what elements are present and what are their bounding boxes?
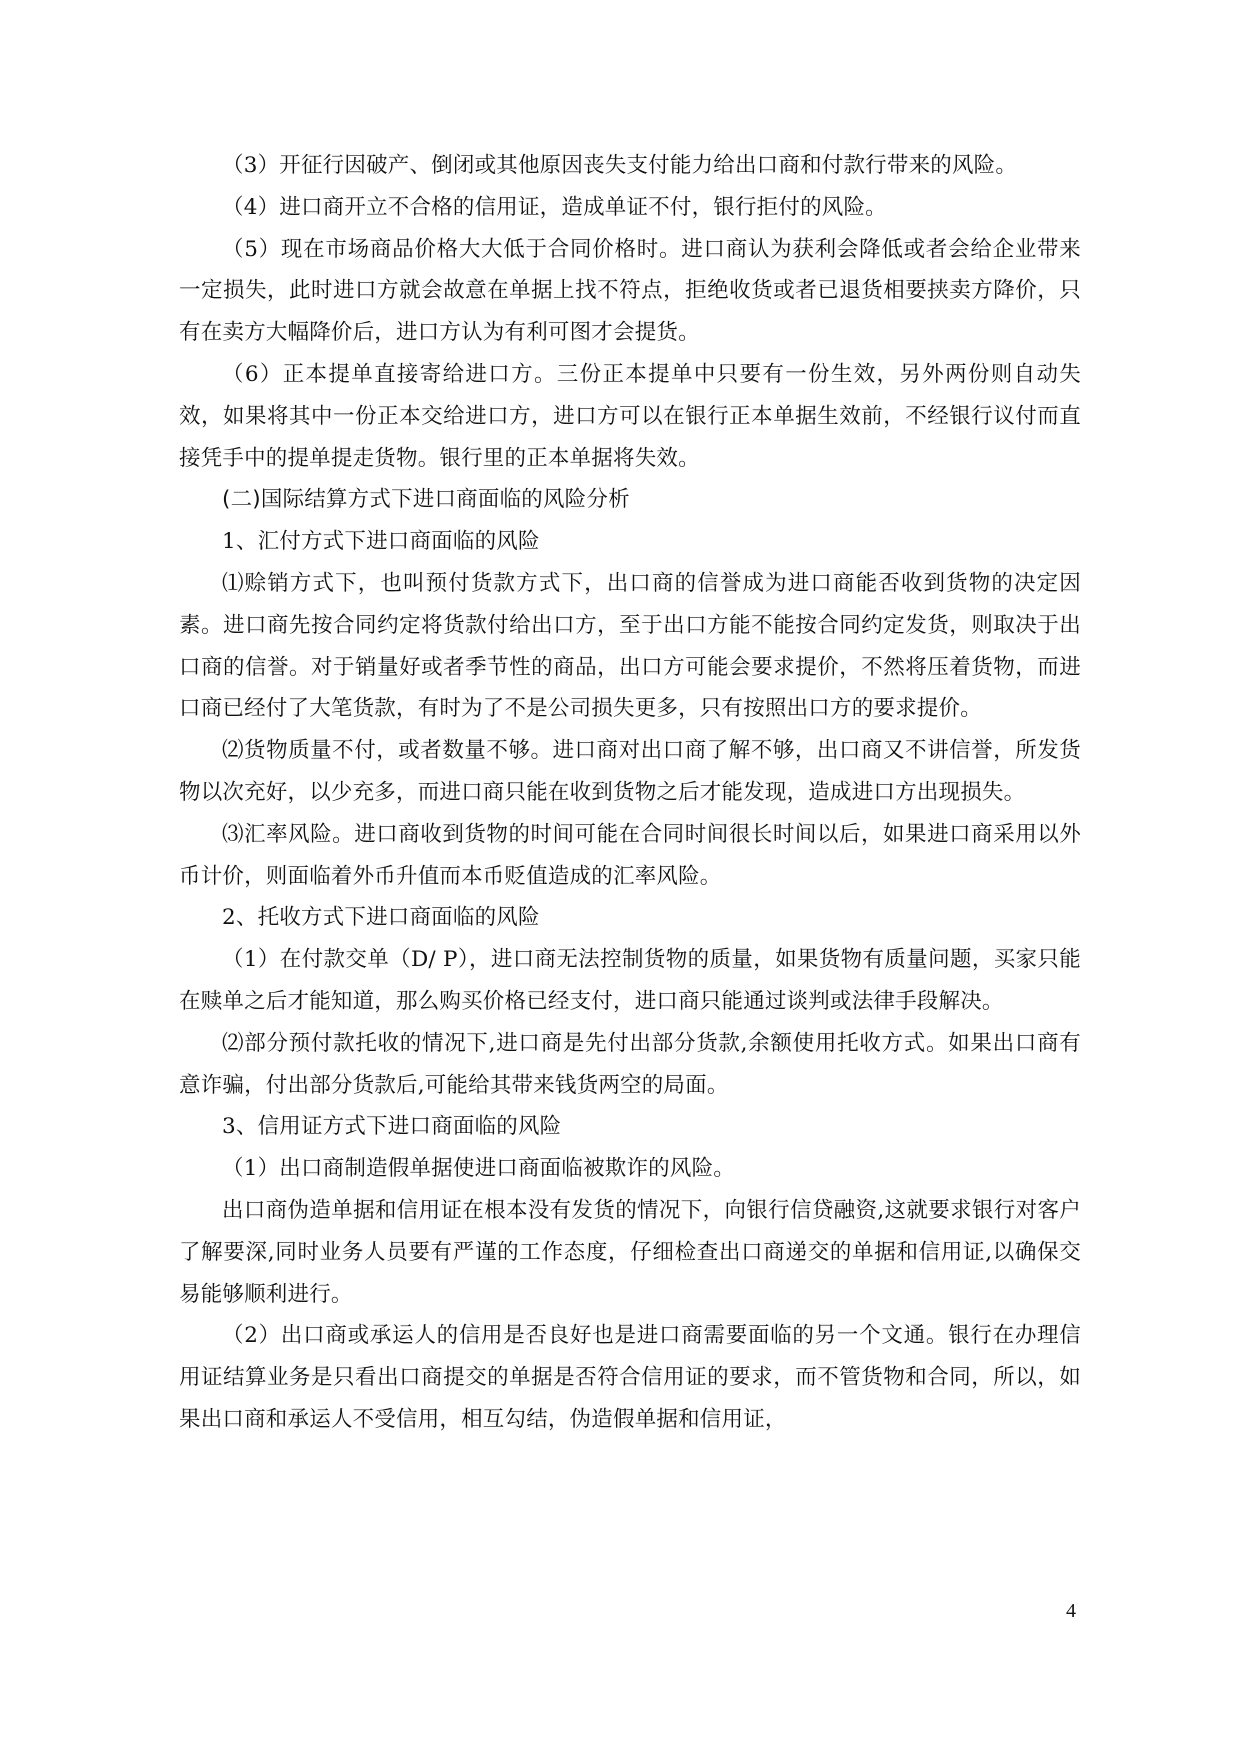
paragraph-loc-1b: 出口商伪造单据和信用证在根本没有发货的情况下，向银行信贷融资,这就要求银行对客户了解要深,同时业务人员要有严谨的工作态度，仔细检查出口商递交的单据和信用证,以确保交易能够顺利进行。 [179, 1197, 1081, 1307]
paragraph-remittance-1: ⑴赊销方式下，也叫预付货款方式下，出口商的信誉成为进口商能否收到货物的决定因素。进口商先按合同约定将货款付给出口方，至于出口方能不能按合同约定发货，则取决于出口商的信誉。对于销量好或者季节性的商品，出口方可能会要求提价，不然将压着货物，而进口商已经付了大笔货款，有时为了不是公司损失更多，只有按照出口方的要求提价。 [179, 570, 1081, 722]
paragraph-remittance-3: ⑶汇率风险。进口商收到货物的时间可能在合同时间很长时间以后，如果进口商采用以外币计价，则面临着外币升值而本币贬值造成的汇率风险。 [179, 821, 1081, 889]
paragraph-collection-1: （1）在付款交单（D/ P），进口商无法控制货物的质量，如果货物有质量问题，买家只能在赎单之后才能知道，那么购买价格已经支付，进口商只能通过谈判或法律手段解决。 [179, 947, 1081, 1014]
page-number: 4 [1066, 1600, 1076, 1622]
paragraph-4: （4）进口商开立不合格的信用证，造成单证不付，银行拒付的风险。 [222, 194, 887, 220]
paragraph-loc-2: （2）出口商或承运人的信用是否良好也是进口商需要面临的另一个文通。银行在办理信用证结算业务是只看出口商提交的单据是否符合信用证的要求，而不管货物和合同，所以，如果出口商和承运人不受信用，相互勾结，伪造假单据和信用证， [179, 1323, 1081, 1432]
page-body [179, 145, 1081, 1441]
subheading-remittance: 1、汇付方式下进口商面临的风险 [222, 529, 540, 555]
paragraph-3: （3）开征行因破产、倒闭或其他原因丧失支付能力给出口商和付款行带来的风险。 [222, 153, 1018, 178]
subheading-collection: 2、托收方式下进口商面临的风险 [222, 905, 540, 931]
subheading-letter-of-credit: 3、信用证方式下进口商面临的风险 [222, 1114, 562, 1140]
paragraph-remittance-2: ⑵货物质量不付，或者数量不够。进口商对出口商了解不够，出口商又不讲信誉，所发货物以次充好，以少充多，而进口商只能在收到货物之后才能发现，造成进口方出现损失。 [179, 738, 1081, 805]
paragraph-6: （6）正本提单直接寄给进口方。三份正本提单中只要有一份生效，另外两份则自动失效，如果将其中一份正本交给进口方，进口方可以在银行正本单据生效前，不经银行议付而直接凭手中的提单提走货物。银行里的正本单据将失效。 [179, 361, 1081, 471]
section-heading: (二)国际结算方式下进口商面临的风险分析 [222, 487, 630, 513]
paragraph-collection-2: ⑵部分预付款托收的情况下,进口商是先付出部分货款,余额使用托收方式。如果出口商有意诈骗，付出部分货款后,可能给其带来钱货两空的局面。 [179, 1030, 1081, 1098]
paragraph-loc-1: （1）出口商制造假单据使进口商面临被欺诈的风险。 [222, 1156, 735, 1182]
paragraph-5: （5）现在市场商品价格大大低于合同价格时。进口商认为获利会降低或者会给企业带来一定损失，此时进口方就会故意在单据上找不符点，拒绝收货或者已退货相要挟卖方降价，只有在卖方大幅降价后，进口方认为有利可图才会提货。 [179, 236, 1081, 346]
